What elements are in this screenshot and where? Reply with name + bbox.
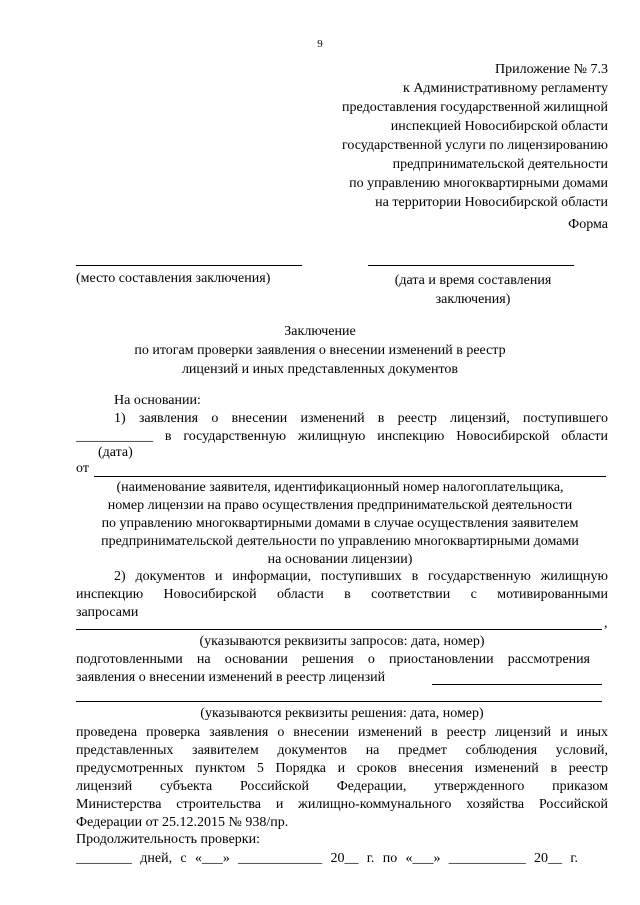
check-paragraph [76,724,608,832]
item2-line: инспекцию Новосибирской области в соответствии с мотивированными [76,587,608,602]
duration-label: Продолжительность проверки: [76,832,260,847]
place-field-line [76,265,302,266]
appendix-line: по управлению многоквартирными домами [349,176,608,191]
appendix-line: предоставления государственной жилищной [342,100,608,115]
title-line: Заключение [284,324,356,339]
appendix-line: государственной услуги по лицензированию [342,138,608,153]
applicant-caption-line: номер лицензии на право осуществления предпринимательской деятельности [107,498,573,513]
document-title [0,322,640,379]
applicant-caption-line: на основании лицензии) [267,552,413,567]
item1-line: ___________ в государственную жилищную инспекцию Новосибирской области [76,429,608,444]
appendix-line: инспекцией Новосибирской области [390,119,608,134]
appendix-line: к Административному регламенту [403,81,608,96]
comma: , [604,616,608,631]
place-caption: (место составления заключения) [76,271,271,286]
prepared-line: подготовленными на основании решения о приостановлении рассмотрения [76,652,590,667]
check-line: лицензий субъекта Российской Федерации, утвержденного приказом [76,779,608,794]
requests-field-line [76,629,602,630]
decision-caption: (указываются реквизиты решения: дата, номер) [200,706,484,721]
item2-line: 2) документов и информации, поступивших в государственную жилищную [114,569,608,584]
datetime-field-line [368,265,574,266]
applicant-caption-line: предпринимательской деятельности по управлению многоквартирными домами [101,534,579,549]
check-line: Министерства строительства и жилищно-коммунального хозяйства Российской [76,797,608,812]
date-caption: (дата) [98,445,133,460]
applicant-caption [70,479,610,569]
applicant-field-line [94,476,606,477]
item1-line: 1) заявления о внесении изменений в реестр лицензий, поступившего [114,411,608,426]
item2-line: запросами [76,605,139,620]
check-line: Федерации от 25.12.2015 № 938/пр. [76,815,289,830]
page-number: 9 [317,38,323,50]
requests-caption: (указываются реквизиты запросов: дата, номер) [199,634,485,649]
title-line: по итогам проверки заявления о внесении изменений в реестр [134,343,506,358]
decision-field-line [76,701,602,702]
prepared-field-line [432,684,602,685]
applicant-caption-line: (наименование заявителя, идентификационный номер налогоплательщика, [116,480,564,495]
appendix-header [342,60,608,212]
appendix-line: предпринимательской деятельности [392,157,608,172]
applicant-caption-line: по управлению многоквартирными домами в случае осуществления заявителем [101,516,579,531]
appendix-line: Приложение № 7.3 [495,62,608,77]
duration-line: ________ дней, с «___» ____________ 20__ г. по «___» ___________ 20__ г. [76,851,578,866]
datetime-caption-line: заключения) [435,292,511,307]
form-label: Форма [568,217,608,232]
check-line: предусмотренных пунктом 5 Порядка и сроков внесения изменений в реестр [76,761,608,776]
check-line: представленных заявителем документов на предмет соблюдения условий, [76,743,608,758]
appendix-line: на территории Новосибирской области [375,195,608,210]
basis-text: На основании: [114,393,201,408]
datetime-caption [370,271,576,309]
datetime-caption-line: (дата и время составления [394,273,552,288]
from-prefix: от [76,461,89,476]
title-line: лицензий и иных представленных документов [181,362,459,377]
check-line: проведена проверка заявления о внесении изменений в реестр лицензий и иных [76,725,608,740]
prepared-line: заявления о внесении изменений в реестр лицензий [76,670,386,685]
